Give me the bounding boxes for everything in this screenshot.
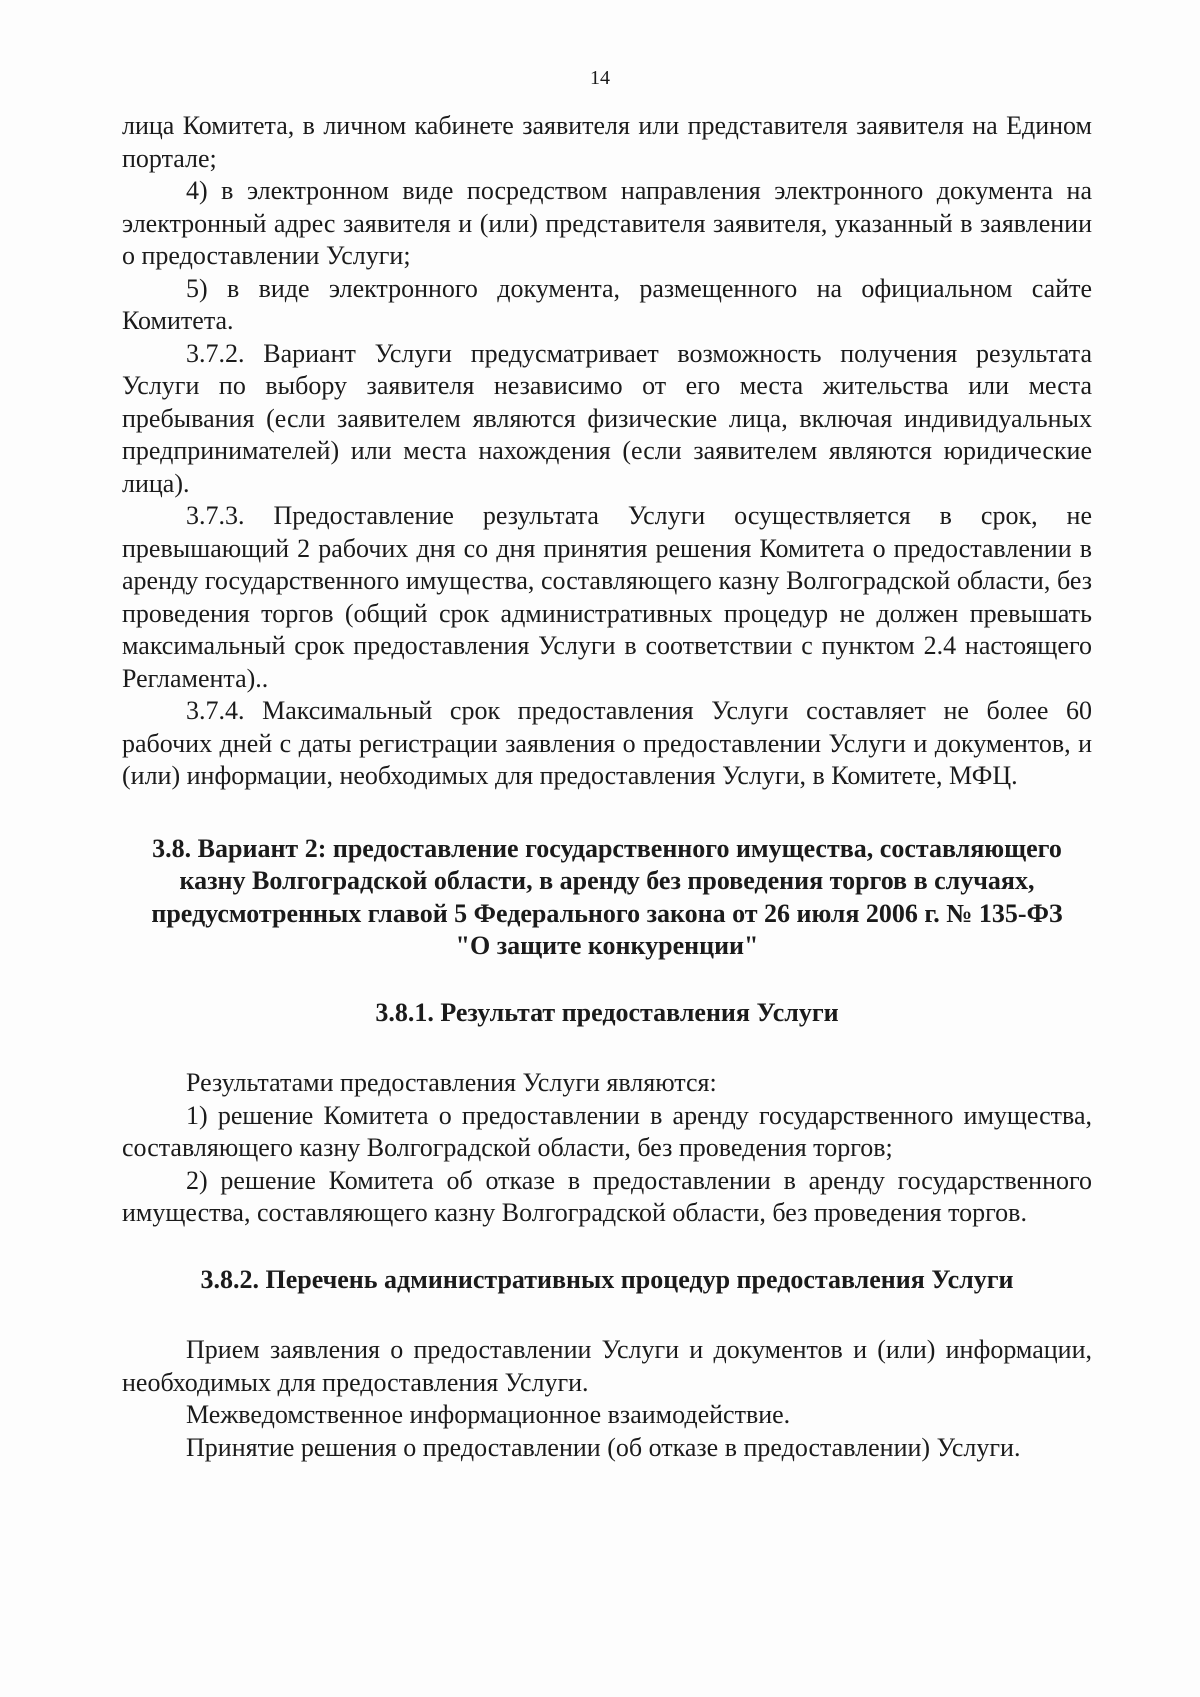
subsection-heading-3-8-2: 3.8.2. Перечень административных процедур предоставления Услуги bbox=[200, 1264, 1014, 1294]
procedure-item-3: Принятие решения о предоставлении (об отказе в предоставлении) Услуги. bbox=[186, 1432, 1021, 1462]
subsection-heading-3-8-1: 3.8.1. Результат предоставления Услуги bbox=[375, 997, 839, 1027]
page-number: 14 bbox=[590, 67, 610, 89]
paragraph-item-4: 4) в электронном виде посредством направления электронного документа на электронный адрес заявителя и (или) представителя заявителя, указанный в заявлении о предоставлении Услуги; bbox=[122, 176, 1092, 270]
procedure-item-1: Прием заявления о предоставлении Услуги и документов и (или) информации, необходимых для предоставления Услуги. bbox=[122, 1335, 1092, 1397]
result-item-1: 1) решение Комитета о предоставлении в аренду государственного имущества, составляющего казну Волгоградской области, без проведения торгов; bbox=[122, 1100, 1092, 1162]
paragraph-3-7-2: 3.7.2. Вариант Услуги предусматривает возможность получения результата Услуги по выбору заявителя независимо от его места жительства или места пребывания (если заявителем являются физические лица, включая индивидуальных предпринимателей) или места нахождения (если заявителем являются юридические лица). bbox=[122, 338, 1092, 498]
section-heading-3-8: 3.8. Вариант 2: предоставление государственного имущества, составляющего казну Волгоградской области, в аренду без проведения торгов в случаях, предусмотренных главой 5 Федерального закона от 26 июля 2006 г. № 135-ФЗ "О защите конкуренции" bbox=[151, 833, 1063, 960]
procedure-item-2: Межведомственное информационное взаимодействие. bbox=[186, 1400, 791, 1429]
results-intro: Результатами предоставления Услуги являются: bbox=[186, 1068, 717, 1097]
document-body bbox=[122, 110, 1092, 1464]
paragraph-continuation: лица Комитета, в личном кабинете заявителя или представителя заявителя на Едином портале; bbox=[122, 111, 1092, 173]
paragraph-3-7-3: 3.7.3. Предоставление результата Услуги осуществляется в срок, не превышающий 2 рабочих дня со дня принятия решения Комитета о предоставлении в аренду государственного имущества, составляющего казну Волгоградской области, без проведения торгов (общий срок административных процедур не должен превышать максимальный срок предоставления Услуги в соответствии с пунктом 2.4 настоящего Регламента).. bbox=[122, 501, 1092, 693]
paragraph-item-5: 5) в виде электронного документа, размещенного на официальном сайте Комитета. bbox=[122, 273, 1092, 335]
result-item-2: 2) решение Комитета об отказе в предоставлении в аренду государственного имущества, составляющего казну Волгоградской области, без проведения торгов. bbox=[122, 1165, 1092, 1227]
paragraph-3-7-4: 3.7.4. Максимальный срок предоставления Услуги составляет не более 60 рабочих дней с даты регистрации заявления о предоставлении Услуги и документов, и (или) информации, необходимых для предоставления Услуги, в Комитете, МФЦ. bbox=[122, 696, 1092, 790]
